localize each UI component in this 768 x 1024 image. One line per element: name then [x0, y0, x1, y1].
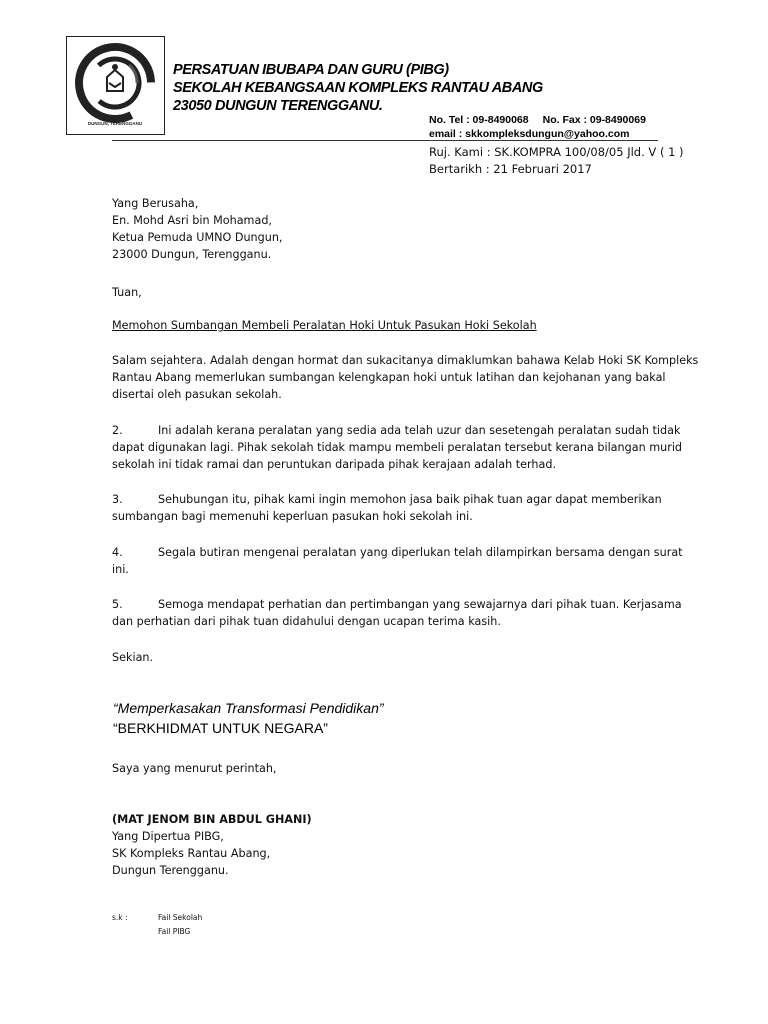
motto-1: “Memperkasakan Transformasi Pendidikan” [113, 700, 384, 716]
org-line-3: 23050 DUNGUN TERENGGANU. [173, 98, 383, 114]
signatory-name: (MAT JENOM BIN ABDUL GHANI) [112, 813, 312, 826]
paragraph-4: 4. Segala butiran mengenai peralatan yang diperlukan telah dilampirkan bersama dengan surat ini. [112, 546, 683, 576]
paragraph-5: 5. Semoga mendapat perhatian dan pertimbangan yang sewajarnya dari pihak tuan. Kerjasama dan perhatian dari pihak tuan didahului dengan ucapan terima kasih. [112, 598, 682, 628]
copy-to-item: Fail Sekolah [158, 913, 203, 922]
recipient-line: 23000 Dungun, Terengganu. [112, 248, 272, 261]
paragraph-number: 5. [112, 598, 123, 611]
organisation-name [173, 61, 543, 115]
recipient-address [112, 195, 283, 263]
org-line-1: PERSATUAN IBUBAPA DAN GURU (PIBG) [173, 62, 449, 78]
reference-number: Ruj. Kami : SK.KOMPRA 100/08/05 Jld. V ( 1 ) [429, 145, 684, 159]
paragraph-number: 3. [112, 493, 123, 506]
paragraph-2: 2. Ini adalah kerana peralatan yang sedia ada telah uzur dan sesetengah peralatan sudah tidak dapat digunakan lagi. Pihak sekolah tidak mampu membeli peralatan tersebut kerana bilangan murid sekolah ini tidak ramai dan peruntukan daripada pihak kerajaan adalah terhad. [112, 424, 683, 471]
header-divider [112, 140, 658, 141]
tel: No. Tel : 09-8490068 [429, 114, 529, 126]
recipient-line: Yang Berusaha, [112, 197, 199, 210]
paragraph-number: 4. [112, 546, 123, 559]
school-logo [66, 36, 165, 135]
fax: No. Fax : 09-8490069 [542, 114, 646, 126]
signatory-block: (MAT JENOM BIN ABDUL GHANI) Yang Dipertua PIBG, SK Kompleks Rantau Abang, Dungun Terengganu. [112, 813, 312, 877]
org-line-2: SEKOLAH KEBANGSAAN KOMPLEKS RANTAU ABANG [173, 80, 543, 96]
paragraph-3: 3. Sehubungan itu, pihak kami ingin memohon jasa baik pihak tuan agar dapat memberikan sumbangan bagi memenuhi keperluan pasukan hoki sekolah ini. [112, 493, 662, 523]
reference-block [429, 144, 684, 178]
recipient-line: En. Mohd Asri bin Mohamad, [112, 214, 272, 227]
sign-off: Saya yang menurut perintah, [112, 762, 277, 775]
letter-subject: Memohon Sumbangan Membeli Peralatan Hoki Untuk Pasukan Hoki Sekolah [112, 319, 537, 332]
logo-caption: DUNGUN, TERENGGANU [87, 121, 143, 126]
email: email : skkompleksdungun@yahoo.com [429, 128, 630, 140]
closing: Sekian. [112, 651, 154, 664]
copy-to [112, 911, 202, 939]
salutation: Tuan, [112, 286, 142, 299]
school-crest-icon [67, 37, 164, 134]
intro-paragraph: Salam sejahtera. Adalah dengan hormat dan sukacitanya dimaklumkan bahawa Kelab Hoki SK Kompleks Rantau Abang memerlukan sumbangan kelengkapan hoki untuk latihan dan kejohanan yang bakal disertai oleh pasukan sekolah. [112, 354, 699, 401]
recipient-line: Ketua Pemuda UMNO Dungun, [112, 231, 283, 244]
paragraph-number: 2. [112, 424, 123, 437]
letter-date: Bertarikh : 21 Februari 2017 [429, 162, 592, 176]
motto-2: “BERKHIDMAT UNTUK NEGARA” [113, 720, 328, 736]
copy-to-label: s.k : [112, 913, 128, 922]
copy-to-item: Fail PIBG [158, 927, 191, 936]
contact-info [429, 113, 646, 141]
